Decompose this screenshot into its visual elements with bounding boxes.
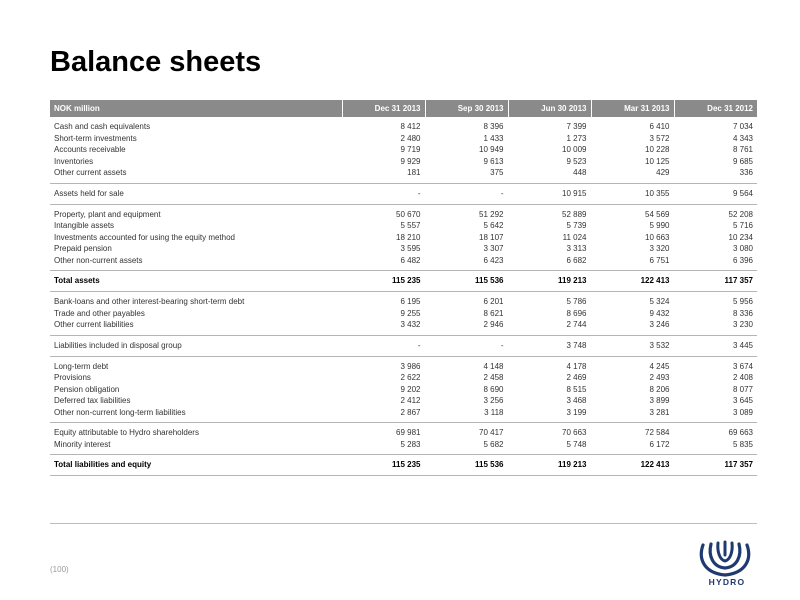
row-label: Long-term debt — [54, 361, 109, 371]
header-period-column: Mar 31 2013 — [591, 100, 674, 117]
value-cell: 9 685 — [674, 156, 757, 168]
value-cell: 5 739 — [508, 220, 591, 232]
value-cell: 8 696 — [508, 308, 591, 320]
value-cell: 70 417 — [425, 423, 508, 439]
table-row — [50, 308, 757, 320]
value-cell: 3 468 — [508, 395, 591, 407]
value-cell: 5 956 — [674, 292, 757, 308]
value-cell: 7 399 — [508, 117, 591, 133]
value-cell: 3 532 — [591, 335, 674, 356]
table-row — [50, 356, 757, 372]
table-row — [50, 183, 757, 204]
value-cell: 2 408 — [674, 372, 757, 384]
table-body — [50, 117, 757, 476]
value-cell: 8 761 — [674, 144, 757, 156]
value-cell: 448 — [508, 167, 591, 183]
header-period-column: Dec 31 2012 — [674, 100, 757, 117]
value-cell: 6 195 — [342, 292, 425, 308]
value-cell: 10 009 — [508, 144, 591, 156]
value-cell: 1 273 — [508, 133, 591, 145]
value-cell: 6 396 — [674, 255, 757, 271]
table-row — [50, 133, 757, 145]
row-label: Cash and cash equivalents — [54, 122, 151, 131]
value-cell: 3 572 — [591, 133, 674, 145]
value-cell: 10 355 — [591, 183, 674, 204]
value-cell: 2 744 — [508, 319, 591, 335]
value-cell: 115 235 — [342, 455, 425, 476]
value-cell: 3 281 — [591, 407, 674, 423]
value-cell: 5 557 — [342, 220, 425, 232]
table-row — [50, 243, 757, 255]
table-row — [50, 335, 757, 356]
value-cell: 8 690 — [425, 384, 508, 396]
value-cell: 5 642 — [425, 220, 508, 232]
row-label: Deferred tax liabilities — [54, 396, 131, 405]
table-row — [50, 255, 757, 271]
header-period-column: Jun 30 2013 — [508, 100, 591, 117]
page-title: Balance sheets — [50, 46, 262, 78]
header-row — [50, 100, 757, 117]
value-cell: 4 343 — [674, 133, 757, 145]
value-cell: 8 412 — [342, 117, 425, 133]
row-label: Accounts receivable — [54, 145, 126, 154]
balance-sheet-table — [50, 100, 757, 476]
total-row — [50, 271, 757, 292]
row-label: Total assets — [50, 271, 342, 292]
value-cell: 8 515 — [508, 384, 591, 396]
header-period-column: Sep 30 2013 — [425, 100, 508, 117]
value-cell: 10 915 — [508, 183, 591, 204]
logo-wordmark: HYDRO — [708, 577, 746, 587]
value-cell: - — [425, 335, 508, 356]
value-cell: 2 493 — [591, 372, 674, 384]
value-cell: 6 751 — [591, 255, 674, 271]
value-cell: 6 201 — [425, 292, 508, 308]
row-label: Investments accounted for using the equity method — [54, 232, 235, 242]
value-cell: 2 622 — [342, 372, 425, 384]
row-label: Minority interest — [50, 439, 342, 455]
value-cell: 115 536 — [425, 455, 508, 476]
value-cell: 4 178 — [508, 356, 591, 372]
value-cell: 18 107 — [425, 232, 508, 244]
value-cell: 3 899 — [591, 395, 674, 407]
value-cell: 10 125 — [591, 156, 674, 168]
value-cell: 4 245 — [591, 356, 674, 372]
value-cell: 10 949 — [425, 144, 508, 156]
value-cell: 429 — [591, 167, 674, 183]
table-row — [50, 232, 757, 244]
value-cell: 6 172 — [591, 439, 674, 455]
value-cell: 69 981 — [342, 423, 425, 439]
value-cell: 70 663 — [508, 423, 591, 439]
value-cell: 5 748 — [508, 439, 591, 455]
value-cell: 8 077 — [674, 384, 757, 396]
value-cell: 6 482 — [342, 255, 425, 271]
row-label: Property, plant and equipment — [54, 209, 161, 219]
value-cell: 6 423 — [425, 255, 508, 271]
row-label: Other current liabilities — [50, 319, 342, 335]
value-cell: 11 024 — [508, 232, 591, 244]
value-cell: 3 445 — [674, 335, 757, 356]
value-cell: 3 307 — [425, 243, 508, 255]
value-cell: - — [342, 335, 425, 356]
table-row — [50, 144, 757, 156]
value-cell: 54 569 — [591, 204, 674, 220]
row-label: Inventories — [54, 156, 94, 166]
value-cell: 3 313 — [508, 243, 591, 255]
table-row — [50, 372, 757, 384]
value-cell: 3 432 — [342, 319, 425, 335]
value-cell: 9 202 — [342, 384, 425, 396]
value-cell: 117 357 — [674, 455, 757, 476]
value-cell: 8 396 — [425, 117, 508, 133]
value-cell: 119 213 — [508, 455, 591, 476]
value-cell: 181 — [342, 167, 425, 183]
value-cell: 5 835 — [674, 439, 757, 455]
value-cell: 115 536 — [425, 271, 508, 292]
value-cell: 2 458 — [425, 372, 508, 384]
value-cell: 3 645 — [674, 395, 757, 407]
table-row — [50, 292, 757, 308]
value-cell: 3 320 — [591, 243, 674, 255]
value-cell: 122 413 — [591, 271, 674, 292]
header-label-column: NOK million — [50, 100, 342, 117]
value-cell: 117 357 — [674, 271, 757, 292]
value-cell: 3 986 — [342, 356, 425, 372]
value-cell: 3 080 — [674, 243, 757, 255]
value-cell: 9 432 — [591, 308, 674, 320]
table-row — [50, 407, 757, 423]
header-period-column: Dec 31 2013 — [342, 100, 425, 117]
value-cell: 7 034 — [674, 117, 757, 133]
table-row — [50, 319, 757, 335]
value-cell: - — [425, 183, 508, 204]
row-label: Trade and other payables — [54, 308, 145, 318]
value-cell: 52 889 — [508, 204, 591, 220]
value-cell: 5 990 — [591, 220, 674, 232]
value-cell: 51 292 — [425, 204, 508, 220]
value-cell: 5 786 — [508, 292, 591, 308]
value-cell: 2 480 — [342, 133, 425, 145]
row-label: Intangible assets — [54, 221, 115, 230]
value-cell: 9 719 — [342, 144, 425, 156]
value-cell: 375 — [425, 167, 508, 183]
value-cell: 8 621 — [425, 308, 508, 320]
table-header — [50, 100, 757, 117]
table-row — [50, 220, 757, 232]
table-row — [50, 423, 757, 439]
value-cell: 3 089 — [674, 407, 757, 423]
table-row — [50, 384, 757, 396]
value-cell: 8 206 — [591, 384, 674, 396]
footer-divider — [50, 523, 757, 524]
row-label: Other current assets — [50, 167, 342, 183]
row-label: Bank-loans and other interest-bearing short-term debt — [54, 297, 245, 306]
row-label: Liabilities included in disposal group — [50, 335, 342, 356]
value-cell: 8 336 — [674, 308, 757, 320]
value-cell: 3 748 — [508, 335, 591, 356]
row-label: Equity attributable to Hydro shareholders — [54, 428, 199, 437]
value-cell: 2 946 — [425, 319, 508, 335]
table-row — [50, 117, 757, 133]
row-label: Provisions — [54, 373, 91, 382]
value-cell: 3 595 — [342, 243, 425, 255]
value-cell: 2 867 — [342, 407, 425, 423]
total-row — [50, 455, 757, 476]
value-cell: 3 199 — [508, 407, 591, 423]
value-cell: 5 682 — [425, 439, 508, 455]
value-cell: 4 148 — [425, 356, 508, 372]
value-cell: 5 324 — [591, 292, 674, 308]
value-cell: 5 716 — [674, 220, 757, 232]
row-label: Total liabilities and equity — [50, 455, 342, 476]
value-cell: 9 255 — [342, 308, 425, 320]
value-cell: 122 413 — [591, 455, 674, 476]
value-cell: 2 469 — [508, 372, 591, 384]
value-cell: 5 283 — [342, 439, 425, 455]
value-cell: 9 564 — [674, 183, 757, 204]
value-cell: - — [342, 183, 425, 204]
row-label: Prepaid pension — [54, 244, 112, 253]
table-row — [50, 204, 757, 220]
value-cell: 3 230 — [674, 319, 757, 335]
table-row — [50, 167, 757, 183]
table-row — [50, 156, 757, 168]
row-label: Assets held for sale — [50, 183, 342, 204]
value-cell: 119 213 — [508, 271, 591, 292]
value-cell: 50 670 — [342, 204, 425, 220]
value-cell: 2 412 — [342, 395, 425, 407]
value-cell: 10 234 — [674, 232, 757, 244]
value-cell: 6 682 — [508, 255, 591, 271]
value-cell: 52 208 — [674, 204, 757, 220]
value-cell: 3 256 — [425, 395, 508, 407]
row-label: Other non-current long-term liabilities — [50, 407, 342, 423]
value-cell: 6 410 — [591, 117, 674, 133]
value-cell: 72 584 — [591, 423, 674, 439]
value-cell: 9 929 — [342, 156, 425, 168]
value-cell: 3 246 — [591, 319, 674, 335]
value-cell: 3 118 — [425, 407, 508, 423]
value-cell: 10 663 — [591, 232, 674, 244]
value-cell: 9 523 — [508, 156, 591, 168]
value-cell: 3 674 — [674, 356, 757, 372]
value-cell: 9 613 — [425, 156, 508, 168]
row-label: Short-term investments — [54, 133, 137, 143]
page-number: (100) — [50, 565, 69, 574]
value-cell: 1 433 — [425, 133, 508, 145]
value-cell: 10 228 — [591, 144, 674, 156]
row-label: Pension obligation — [54, 384, 120, 394]
table-row — [50, 439, 757, 455]
value-cell: 115 235 — [342, 271, 425, 292]
row-label: Other non-current assets — [50, 255, 342, 271]
value-cell: 69 663 — [674, 423, 757, 439]
table-row — [50, 395, 757, 407]
value-cell: 18 210 — [342, 232, 425, 244]
value-cell: 336 — [674, 167, 757, 183]
